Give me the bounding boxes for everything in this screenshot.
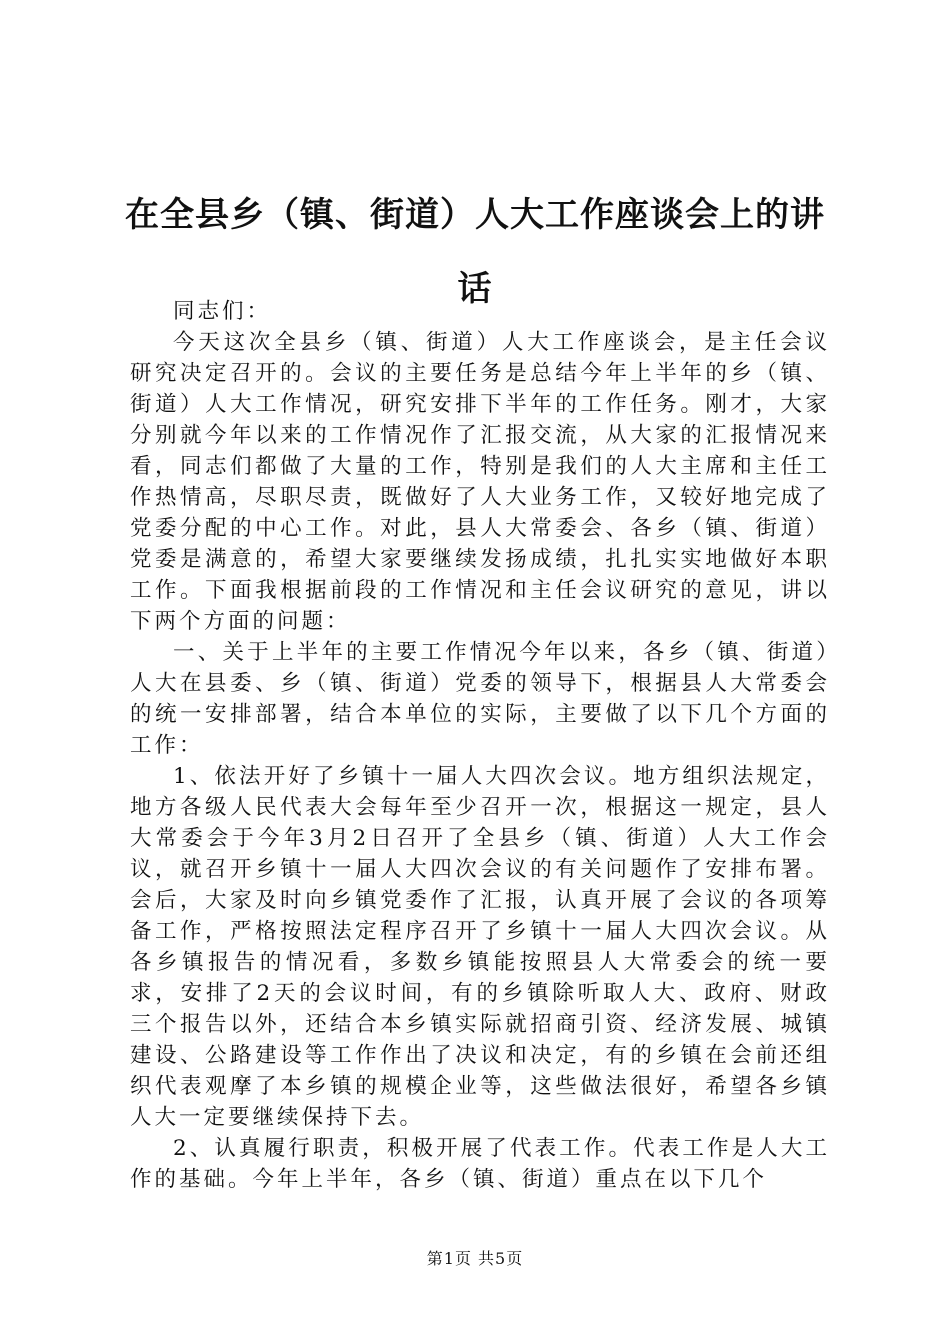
page-footer: 第1页 共5页 (426, 1249, 524, 1268)
body-paragraph: 今天这次全县乡（镇、街道）人大工作座谈会，是主任会议研究决定召开的。会议的主要任务是总结今年上半年的乡（镇、街道）人大工作情况，研究安排下半年的工作任务。刚才，大家分别就今年以来的工作情况作了汇报交流，从大家的汇报情况来看，同志们都做了大量的工作，特别是我们的人大主席和主任工作热情高，尽职尽责，既做好了人大业务工作，又较好地完成了党委分配的中心工作。对此，县人大常委会、各乡（镇、街道）党委是满意的，希望大家要继续发扬成绩，扎扎实实地做好本职工作。下面我根据前段的工作情况和主任会议研究的意见，讲以下两个方面的问题： (130, 330, 830, 634)
body-paragraph: 1、依法开好了乡镇十一届人大四次会议。地方组织法规定，地方各级人民代表大会每年至少召开一次，根据这一规定，县人大常委会于今年3月2日召开了全县乡（镇、街道）人大工作会议，就召开乡镇十一届人大四次会议的有关问题作了安排布署。会后，大家及时向乡镇党委作了汇报，认真开展了会议的各项筹备工作，严格按照法定程序召开了乡镇十一届人大四次会议。从各乡镇报告的情况看，多数乡镇能按照县人大常委会的统一要求，安排了2天的会议时间，有的乡镇除听取人大、政府、财政三个报告以外，还结合本乡镇实际就招商引资、经济发展、城镇建设、公路建设等工作作出了决议和决定，有的乡镇在会前还组织代表观摩了本乡镇的规模企业等，这些做法很好，希望各乡镇人大一定要继续保持下去。 (130, 764, 830, 1130)
body-paragraph: 一、关于上半年的主要工作情况今年以来，各乡（镇、街道）人大在县委、乡（镇、街道）党委的领导下，根据县人大常委会的统一安排部署，结合本单位的实际，主要做了以下几个方面的工作： (130, 640, 830, 758)
body-paragraph: 2、认真履行职责，积极开展了代表工作。代表工作是人大工作的基础。今年上半年，各乡（镇、街道）重点在以下几个 (130, 1136, 830, 1192)
document-body (130, 296, 830, 1195)
salutation-paragraph: 同志们： (173, 299, 272, 324)
document-title: 在全县乡（镇、街道）人大工作座谈会上的讲话 (125, 195, 825, 309)
